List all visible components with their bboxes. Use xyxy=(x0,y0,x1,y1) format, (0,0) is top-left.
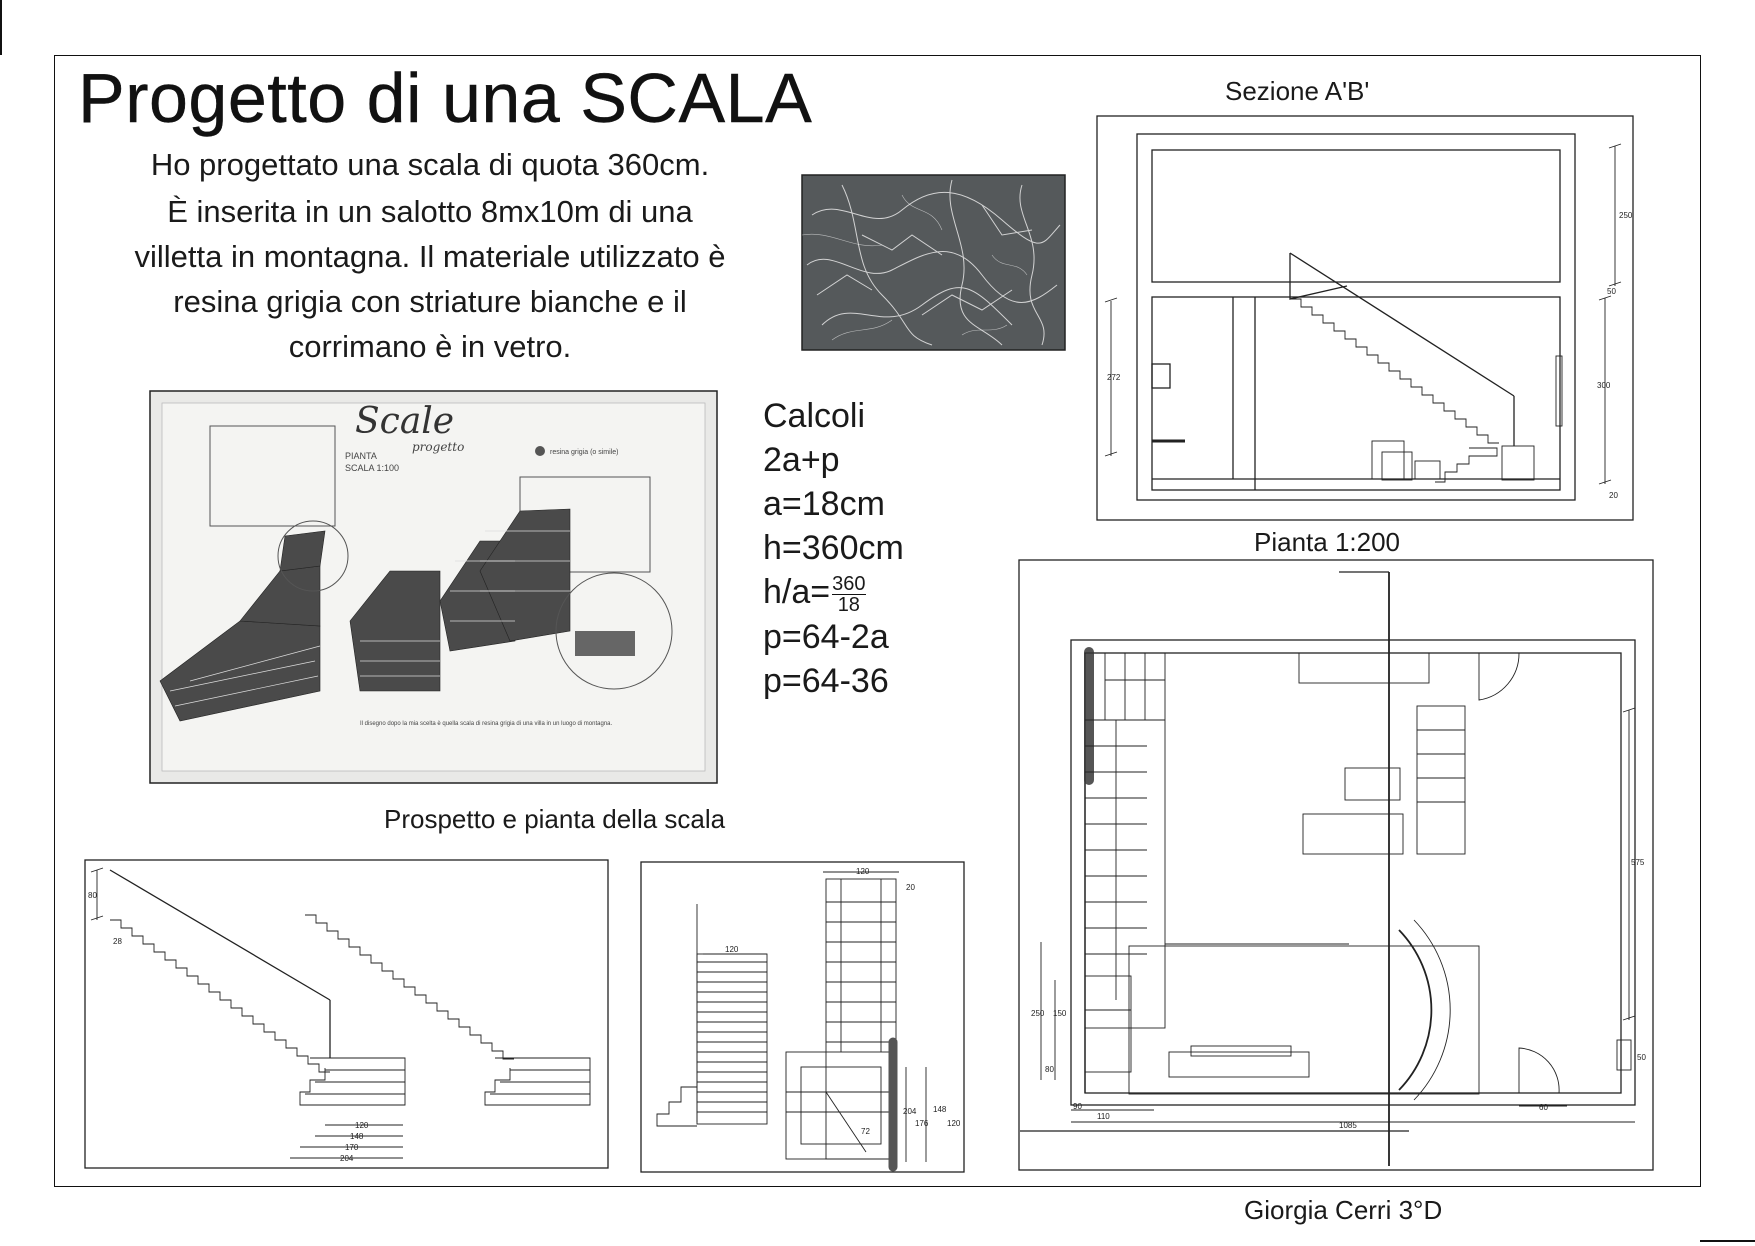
sketch-photo xyxy=(150,391,717,783)
stairplan-dim-148: 148 xyxy=(933,1105,947,1114)
sketch-subtitle: progetto xyxy=(412,440,465,454)
stairplan-dim-20: 20 xyxy=(906,883,915,892)
pros-dim-148: 148 xyxy=(350,1132,364,1141)
stairplan-dim-120b: 120 xyxy=(725,945,739,954)
calcoli-ha xyxy=(763,570,904,615)
calcoli-p2: p=64-36 xyxy=(763,661,889,700)
intro-line-3: villetta in montagna. Il materiale utilizzato è xyxy=(134,239,726,274)
pros-dim-120: 120 xyxy=(355,1121,369,1130)
plan-dim-80: 80 xyxy=(1045,1065,1054,1074)
stairplan-dim-204: 204 xyxy=(903,1107,917,1116)
plan-dim-110: 110 xyxy=(1097,1112,1110,1121)
plan-dim-50: 50 xyxy=(1637,1053,1646,1062)
stairplan-dim-120a: 120 xyxy=(856,867,870,876)
pros-dim-28: 28 xyxy=(113,937,122,946)
plan-drawing xyxy=(1019,560,1659,1172)
stair-plan-drawing xyxy=(641,862,966,1174)
calcoli-ha-fraction xyxy=(832,574,865,615)
calcoli-ha-numerator: 360 xyxy=(832,572,866,595)
marble-texture-image xyxy=(802,175,1065,350)
sketch-title: Scale xyxy=(355,401,455,442)
plan-dim-250: 250 xyxy=(1031,1009,1045,1018)
calcoli-formula: 2a+p xyxy=(763,441,840,479)
sez-dim-20: 20 xyxy=(1609,491,1618,500)
pros-dim-170: 170 xyxy=(345,1143,359,1152)
calcoli-p1: p=64-2a xyxy=(763,617,889,656)
page-title: Progetto di una SCALA xyxy=(78,59,813,137)
calcoli-h: h=360cm xyxy=(763,529,904,567)
sez-dim-272: 272 xyxy=(1107,373,1121,382)
sketch-pianta-label: PIANTA xyxy=(345,451,377,461)
elevation-drawing xyxy=(85,860,610,1170)
sketch-scala-label: SCALA 1:100 xyxy=(345,463,400,473)
sketch-caption: Il disegno dopo la mia scelta è quella scala di resina grigia di una villa in un luogo di montagna. xyxy=(360,721,613,727)
calcoli-ha-denominator: 18 xyxy=(837,593,860,616)
sezione-label: Sezione A'B' xyxy=(1225,76,1370,106)
plan-dim-60: 60 xyxy=(1539,1103,1548,1112)
sez-dim-250: 250 xyxy=(1619,211,1633,220)
stairplan-dim-120c: 120 xyxy=(947,1119,961,1128)
calcoli-heading: Calcoli xyxy=(763,397,866,435)
calcoli-ha-prefix: h/a= xyxy=(763,573,831,611)
stairplan-dim-176: 176 xyxy=(915,1119,929,1128)
pros-dim-204: 204 xyxy=(340,1154,354,1163)
author-label: Giorgia Cerri 3°D xyxy=(1244,1195,1443,1225)
plan-dim-1085: 1085 xyxy=(1339,1121,1357,1130)
intro-line-2: È inserita in un salotto 8mx10m di una xyxy=(167,194,693,229)
calcoli-block xyxy=(763,394,904,703)
pros-dim-80: 80 xyxy=(88,891,97,900)
sez-dim-50: 50 xyxy=(1607,287,1616,296)
sketch-material-note: resina grigia (o simile) xyxy=(550,449,619,456)
section-drawing xyxy=(1097,116,1637,522)
bottom-right-tick xyxy=(1700,1240,1755,1242)
sez-dim-300: 300 xyxy=(1597,381,1611,390)
intro-line-1: Ho progettato una scala di quota 360cm. xyxy=(150,147,710,182)
calcoli-a: a=18cm xyxy=(763,485,885,523)
pianta-label: Pianta 1:200 xyxy=(1254,527,1401,557)
intro-line-5: corrimano è in vetro. xyxy=(288,329,572,364)
top-left-tick xyxy=(0,0,2,55)
stairplan-dim-72: 72 xyxy=(861,1127,870,1136)
plan-dim-575: 575 xyxy=(1631,858,1645,867)
prospetto-label: Prospetto e pianta della scala xyxy=(384,804,726,834)
plan-dim-90: 90 xyxy=(1073,1102,1082,1111)
plan-dim-150: 150 xyxy=(1053,1009,1067,1018)
intro-line-4: resina grigia con striature bianche e il xyxy=(173,284,687,319)
